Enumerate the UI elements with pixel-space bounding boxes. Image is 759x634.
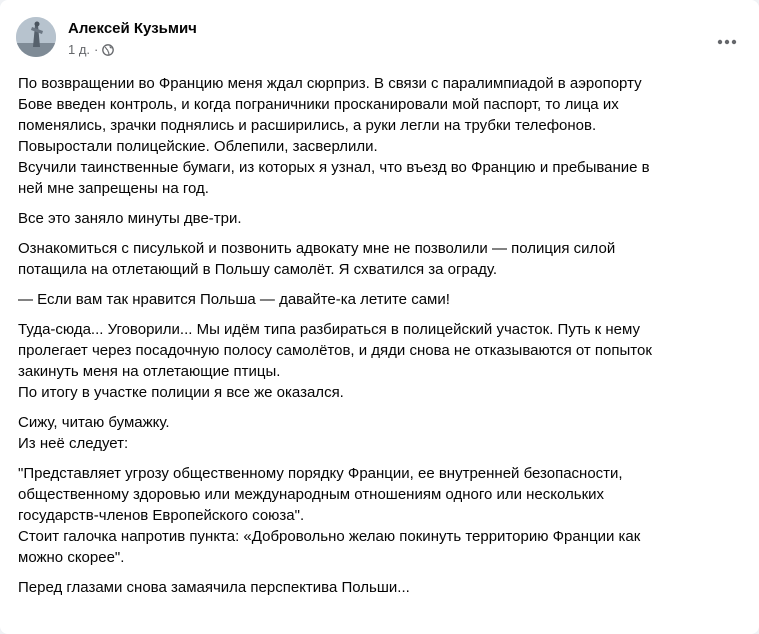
more-horizontal-icon <box>717 39 737 45</box>
post-text <box>18 73 744 607</box>
post-paragraph: Перед глазами снова замаячила перспектива Польши... <box>18 579 410 596</box>
author-name[interactable]: Алексей Кузьмич <box>68 20 197 37</box>
post-paragraph: "Представляет угрозу общественному порядку Франции, ее внутренней безопасности, общественному здоровью или международным отношениям одного или нескольких государств-членов Европейского союза". Стоит галочка напротив пункта: «Добровольно желаю покинуть территорию Франции как можно скорее". <box>18 465 641 566</box>
post-paragraph: Сижу, читаю бумажку. Из неё следует: <box>18 414 170 452</box>
post-paragraph: Все это заняло минуты две-три. <box>18 210 242 227</box>
post-paragraph: — Если вам так нравится Польша — давайте-ка летите сами! <box>18 291 450 308</box>
post-paragraph: По возвращении во Францию меня ждал сюрприз. В связи с паралимпиадой в аэропорту Бове введен контроль, и когда пограничники просканировали мой паспорт, то лица их поменялись, зрачки поднялись и расширились, а руки легли на трубки телефонов. Повыростали полицейские. Облепили, засверлили. Всучили таинственные бумаги, из которых я узнал, что въезд во Францию и пребывание в ней мне запрещены на год. <box>18 75 650 197</box>
author-avatar[interactable] <box>16 17 56 57</box>
post-meta <box>68 42 114 57</box>
post-timestamp[interactable]: 1 д. <box>68 42 91 57</box>
globe-icon[interactable] <box>102 44 114 56</box>
more-options-button[interactable] <box>709 24 745 60</box>
post-paragraph: Туда-сюда... Уговорили... Мы идём типа разбираться в полицейский участок. Путь к нему пролегает через посадочную полосу самолётов, и дяди снова не отказываются от попыток закинуть меня на отлетающие птицы. По итогу в участке полиции я все же оказался. <box>18 321 652 401</box>
post-paragraph: Ознакомиться с писулькой и позвонить адвокату мне не позволили — полиция силой потащила на отлетающий в Польшу самолёт. Я схватился за ограду. <box>18 240 616 278</box>
avatar-image <box>16 17 56 57</box>
meta-separator: · <box>94 42 99 57</box>
